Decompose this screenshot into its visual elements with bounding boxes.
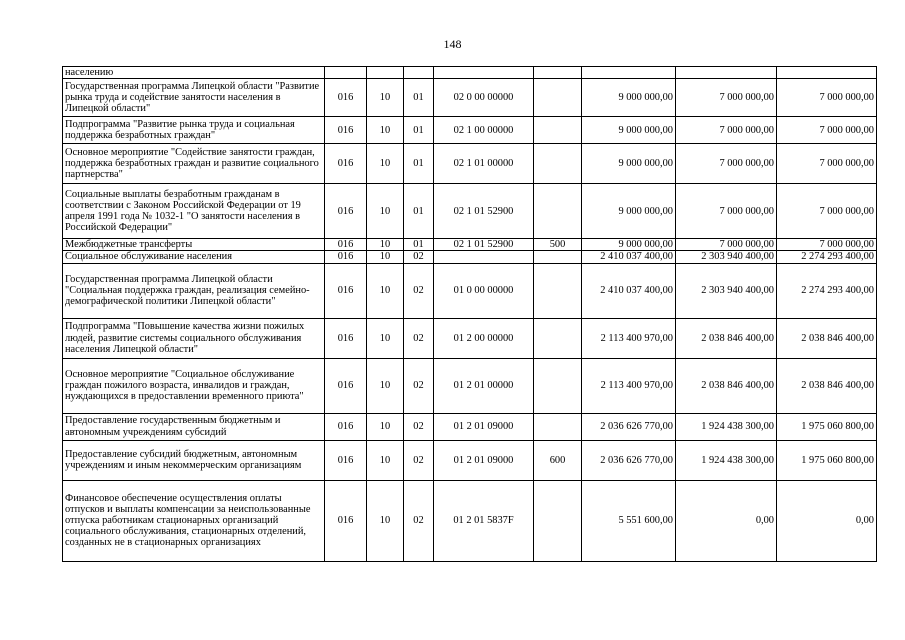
amount-year-2: 2 038 846 400,00 <box>676 358 777 413</box>
amount-year-3: 1 975 060 800,00 <box>777 413 877 440</box>
amount-year-1: 2 113 400 970,00 <box>582 318 676 358</box>
table-row <box>63 251 877 263</box>
amount-year-3: 1 975 060 800,00 <box>777 440 877 480</box>
row-name: Подпрограмма "Развитие рынка труда и социальная поддержка безработных граждан" <box>63 117 325 144</box>
expense-type <box>534 263 582 318</box>
subsection-code: 02 <box>404 413 434 440</box>
amount-year-2: 2 303 940 400,00 <box>676 251 777 263</box>
row-name: Финансовое обеспечение осуществления оплаты отпусков и выплаты компенсации за неиспользованные отпуска работникам стационарных организаций социального обслуживания, стационарных отделений, созданных не в стационарных организациях <box>63 480 325 561</box>
expense-type: 600 <box>534 440 582 480</box>
expense-type: 500 <box>534 239 582 251</box>
amount-year-3: 7 000 000,00 <box>777 144 877 184</box>
ministry-code: 016 <box>325 413 367 440</box>
amount-year-1: 2 036 626 770,00 <box>582 413 676 440</box>
subsection-code: 02 <box>404 440 434 480</box>
expense-type <box>534 413 582 440</box>
table-row <box>63 239 877 251</box>
target-article: 01 0 00 00000 <box>434 263 534 318</box>
expense-type <box>534 117 582 144</box>
expense-type <box>534 67 582 79</box>
amount-year-3 <box>777 67 877 79</box>
section-code: 10 <box>367 251 404 263</box>
ministry-code: 016 <box>325 251 367 263</box>
amount-year-1: 9 000 000,00 <box>582 184 676 239</box>
table-row <box>63 117 877 144</box>
row-name: Основное мероприятие "Социальное обслуживание граждан пожилого возраста, инвалидов и граждан, нуждающихся в предоставлении временного приюта" <box>63 358 325 413</box>
amount-year-3: 2 274 293 400,00 <box>777 251 877 263</box>
section-code <box>367 67 404 79</box>
amount-year-1: 5 551 600,00 <box>582 480 676 561</box>
expense-type <box>534 251 582 263</box>
row-name: Предоставление государственным бюджетным и автономным учреждениям субсидий <box>63 413 325 440</box>
expense-type <box>534 358 582 413</box>
amount-year-3: 2 038 846 400,00 <box>777 318 877 358</box>
amount-year-3: 0,00 <box>777 480 877 561</box>
target-article: 02 1 01 00000 <box>434 144 534 184</box>
amount-year-2: 7 000 000,00 <box>676 117 777 144</box>
amount-year-1: 2 410 037 400,00 <box>582 251 676 263</box>
section-code: 10 <box>367 440 404 480</box>
subsection-code: 01 <box>404 79 434 117</box>
amount-year-1: 2 036 626 770,00 <box>582 440 676 480</box>
subsection-code: 02 <box>404 251 434 263</box>
section-code: 10 <box>367 263 404 318</box>
section-code: 10 <box>367 318 404 358</box>
expense-type <box>534 144 582 184</box>
subsection-code: 02 <box>404 263 434 318</box>
row-name: Межбюджетные трансферты <box>63 239 325 251</box>
ministry-code: 016 <box>325 144 367 184</box>
section-code: 10 <box>367 358 404 413</box>
subsection-code: 01 <box>404 117 434 144</box>
amount-year-1: 9 000 000,00 <box>582 79 676 117</box>
budget-table <box>62 66 877 562</box>
section-code: 10 <box>367 413 404 440</box>
amount-year-3: 2 274 293 400,00 <box>777 263 877 318</box>
table-row <box>63 358 877 413</box>
ministry-code: 016 <box>325 480 367 561</box>
table-row <box>63 79 877 117</box>
target-article: 01 2 00 00000 <box>434 318 534 358</box>
amount-year-1: 9 000 000,00 <box>582 239 676 251</box>
amount-year-2 <box>676 67 777 79</box>
target-article: 02 1 01 52900 <box>434 184 534 239</box>
ministry-code: 016 <box>325 79 367 117</box>
amount-year-3: 7 000 000,00 <box>777 239 877 251</box>
amount-year-1: 2 113 400 970,00 <box>582 358 676 413</box>
subsection-code: 01 <box>404 239 434 251</box>
amount-year-2: 7 000 000,00 <box>676 79 777 117</box>
subsection-code: 02 <box>404 358 434 413</box>
ministry-code <box>325 67 367 79</box>
expense-type <box>534 79 582 117</box>
ministry-code: 016 <box>325 263 367 318</box>
ministry-code: 016 <box>325 117 367 144</box>
amount-year-2: 1 924 438 300,00 <box>676 413 777 440</box>
section-code: 10 <box>367 480 404 561</box>
ministry-code: 016 <box>325 440 367 480</box>
amount-year-3: 7 000 000,00 <box>777 117 877 144</box>
amount-year-1 <box>582 67 676 79</box>
subsection-code: 02 <box>404 480 434 561</box>
section-code: 10 <box>367 117 404 144</box>
target-article: 01 2 01 00000 <box>434 358 534 413</box>
target-article: 01 2 01 09000 <box>434 440 534 480</box>
row-name: Социальное обслуживание населения <box>63 251 325 263</box>
row-name: Основное мероприятие "Содействие занятости граждан, поддержка безработных граждан и развитие социального партнерства" <box>63 144 325 184</box>
subsection-code: 01 <box>404 184 434 239</box>
ministry-code: 016 <box>325 184 367 239</box>
row-name: Государственная программа Липецкой области "Развитие рынка труда и содействие занятости населения в Липецкой области" <box>63 79 325 117</box>
amount-year-2: 7 000 000,00 <box>676 184 777 239</box>
amount-year-2: 7 000 000,00 <box>676 239 777 251</box>
table-row <box>63 144 877 184</box>
table-row <box>63 440 877 480</box>
expense-type <box>534 184 582 239</box>
row-name: Государственная программа Липецкой области "Социальная поддержка граждан, реализация семейно-демографической политики Липецкой области" <box>63 263 325 318</box>
section-code: 10 <box>367 144 404 184</box>
expense-type <box>534 480 582 561</box>
table-row <box>63 480 877 561</box>
target-article: 01 2 01 09000 <box>434 413 534 440</box>
amount-year-2: 0,00 <box>676 480 777 561</box>
section-code: 10 <box>367 79 404 117</box>
subsection-code: 02 <box>404 318 434 358</box>
target-article <box>434 251 534 263</box>
table-row <box>63 318 877 358</box>
ministry-code: 016 <box>325 239 367 251</box>
amount-year-2: 2 038 846 400,00 <box>676 318 777 358</box>
section-code: 10 <box>367 184 404 239</box>
page-number: 148 <box>443 37 462 51</box>
table-row <box>63 67 877 79</box>
expense-type <box>534 318 582 358</box>
subsection-code <box>404 67 434 79</box>
section-code: 10 <box>367 239 404 251</box>
amount-year-1: 9 000 000,00 <box>582 117 676 144</box>
target-article: 02 1 00 00000 <box>434 117 534 144</box>
subsection-code: 01 <box>404 144 434 184</box>
table-row <box>63 413 877 440</box>
table-row <box>63 184 877 239</box>
amount-year-3: 7 000 000,00 <box>777 184 877 239</box>
ministry-code: 016 <box>325 358 367 413</box>
amount-year-3: 7 000 000,00 <box>777 79 877 117</box>
target-article: 02 0 00 00000 <box>434 79 534 117</box>
amount-year-2: 7 000 000,00 <box>676 144 777 184</box>
amount-year-3: 2 038 846 400,00 <box>777 358 877 413</box>
amount-year-1: 2 410 037 400,00 <box>582 263 676 318</box>
row-name: Предоставление субсидий бюджетным, автономным учреждениям и иным некоммерческим организациям <box>63 440 325 480</box>
row-name: Подпрограмма "Повышение качества жизни пожилых людей, развитие системы социального обслуживания населения Липецкой области" <box>63 318 325 358</box>
target-article: 02 1 01 52900 <box>434 239 534 251</box>
target-article <box>434 67 534 79</box>
target-article: 01 2 01 5837F <box>434 480 534 561</box>
amount-year-1: 9 000 000,00 <box>582 144 676 184</box>
amount-year-2: 1 924 438 300,00 <box>676 440 777 480</box>
amount-year-2: 2 303 940 400,00 <box>676 263 777 318</box>
table-row <box>63 263 877 318</box>
ministry-code: 016 <box>325 318 367 358</box>
row-name: населению <box>63 67 325 79</box>
row-name: Социальные выплаты безработным гражданам в соответствии с Законом Российской Федерации от 19 апреля 1991 года № 1032-1 "О занятости населения в Российской Федерации" <box>63 184 325 239</box>
